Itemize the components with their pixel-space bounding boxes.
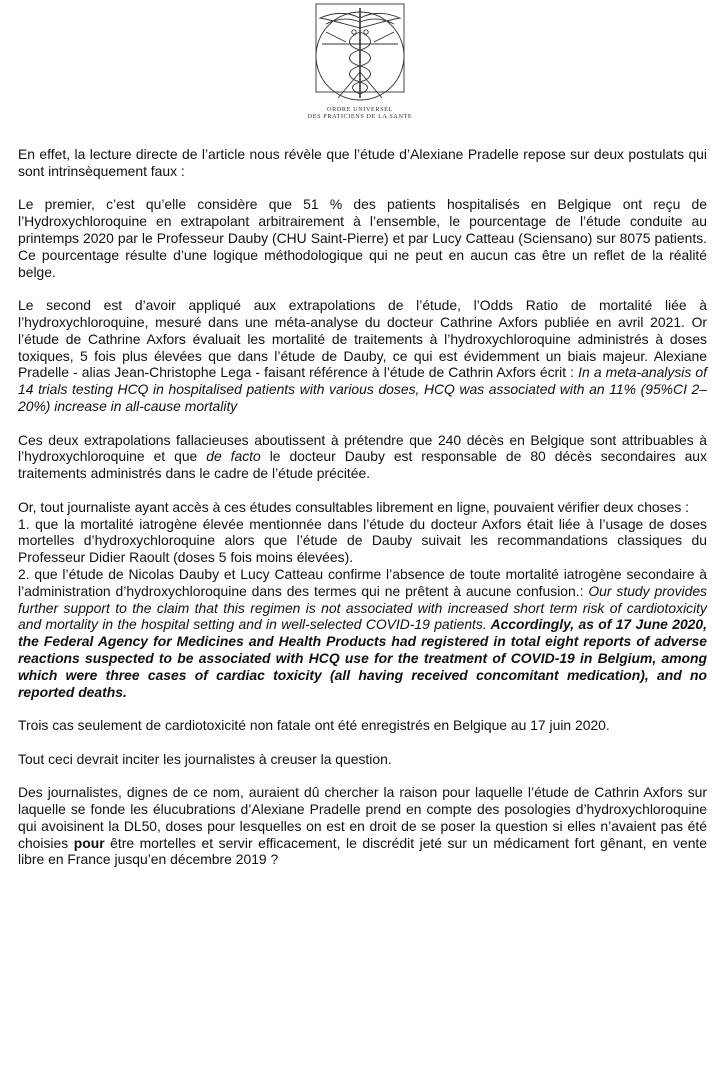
pour-bold: pour (73, 834, 105, 851)
point-2-bold-quote: Accordingly, as of 17 June 2020, the Federal Agency for Medicines and Health Products had registered in total eight reports of adverse reactions suspected to be associated with HCQ use for the treatment of COVID-19 in Belgium, among which were three cases of cardiac toxicity (all having received concomitant medication), and no reported deaths. (18, 616, 707, 700)
paragraph-point-2 (18, 566, 707, 700)
paragraph-point-1: 1. que la mortalité iatrogène élevée mentionnée dans l’étude du docteur Axfors était liée à l’usage de doses mortelles d’hydroxychloroquine alors que l’étude de Dauby suivait les recommandations classiques du Professeur Didier Raoult (doses 5 fois moins élevées). (18, 515, 707, 566)
paragraph-intro: En effet, la lecture directe de l’article nous révèle que l’étude d’Alexiane Pradelle repose sur deux postulats qui sont intrinsèquement faux : (18, 146, 707, 179)
conclusion-text-before: Des journalistes, dignes de ce nom, auraient dû chercher la raison pour laquelle l’étude de Cathrin Axfors sur laquelle se fonde les élucubrations d’Alexiane Pradelle prend en compte des posologies d’hydroxychloroquine qui avoisinent la DL50, doses pour lesquelles on est en droit de se poser la question si elles n’avaient pas été choisies (18, 784, 707, 851)
extrapolations-text-before: Ces deux extrapolations fallacieuses aboutissent à prétendre que 240 décès en Belgique sont attribuables à l’hydroxychloroquine et que (18, 431, 707, 465)
document-body (18, 146, 707, 868)
second-postulate-text: Le second est d’avoir appliqué aux extrapolations de l’étude, l’Odds Ratio de mortalité liée à l’hydroxychloroquine, mesuré dans une méta-analyse du docteur Cathrine Axfors publiée en avril 2021. Or l’étude de Cathrine Axfors évaluait les mortalité de traitements à l’hydroxychloroquine administrés à doses toxiques, 5 fois plus élevées que dans l’étude de Dauby, ce qui est évidemment un biais majeur. Alexiane Pradelle - alias Jean-Christophe Lega - faisant référence à l’étude de Cathrin Axfors écrit : (18, 297, 707, 381)
paragraph-conclusion (18, 784, 707, 868)
paragraph-three-cases: Trois cas seulement de cardiotoxicité non fatale ont été enregistrés en Belgique au 17 juin 2020. (18, 717, 610, 734)
logo (302, 2, 418, 126)
caduceus-logo-icon (302, 2, 418, 106)
conclusion-text-after: être mortelles et servir efficacement, le discrédit jeté sur un médicament fort gênant, en vente libre en France jusqu’en décembre 2019 ? (18, 834, 708, 868)
paragraph-first-postulate: Le premier, c’est qu’elle considère que 51 % des patients hospitalisés en Belgique ont reçu de l’Hydroxychloroquine en extrapolant arbitrairement à l’ensemble, le pourcentage de l’étude conduite au printemps 2020 par le Professeur Dauby (CHU Saint-Pierre) et par Lucy Catteau (Sciensano) sur 8075 patients. Ce pourcentage résulte d’une logique méthodologique qui ne peut en aucun cas être un reflet de la réalité belge. (18, 196, 707, 280)
paragraph-journalist-intro: Or, tout journaliste ayant accès à ces études consultables librement en ligne, pouvaient vérifier deux choses : (18, 498, 689, 515)
logo-text-line-1: ORDRE UNIVERSEL (327, 106, 393, 113)
axfors-quote: In a meta-analysis of 14 trials testing HCQ in hospitalised patients with various doses, HCQ was associated with an 11% (95%CI 2–20%) increase in all-cause mortality (18, 364, 707, 414)
paragraph-second-postulate (18, 297, 707, 415)
paragraph-encourage-journalists: Tout ceci devrait inciter les journalistes à creuser la question. (18, 750, 392, 767)
de-facto-italic: de facto (206, 448, 261, 465)
extrapolations-text-after: le docteur Dauby est responsable de 80 décès secondaires aux traitements administrés dans le cadre de l’étude précitée. (18, 448, 707, 482)
logo-text-line-2: DES PRATICIENS DE LA SANTE (307, 113, 413, 120)
paragraph-extrapolations (18, 432, 707, 482)
point-2-text: 2. que l’étude de Nicolas Dauby et Lucy Catteau confirme l’absence de toute mortalité iatrogène secondaire à l’administration d’hydroxychloroquine dans des termes qui ne prêtent à aucune confusion.: (18, 565, 707, 599)
point-2-italic-quote: Our study provides further support to the claim that this regimen is not associated with increased short term risk of cardiotoxicity and mortality in the hospital setting and in well-selected COVID-19 patients. (18, 582, 707, 633)
